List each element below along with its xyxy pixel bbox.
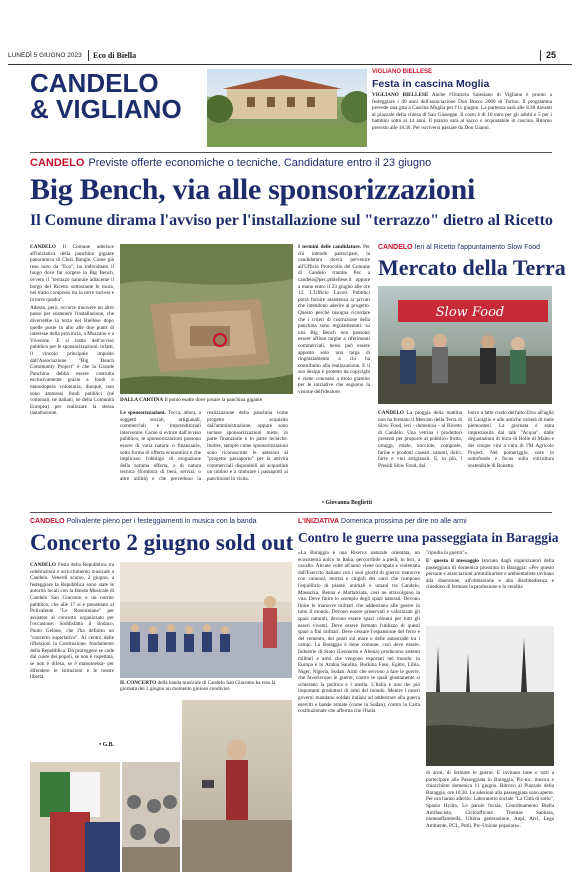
moglia-lead: VIGLIANO BIELLESE [372,92,429,98]
concerto-caption [120,680,292,693]
bench-col1 [30,244,114,512]
header-date: LUNEDÌ 5 GIUGNO 2023 [8,52,82,59]
middle-rule [30,512,552,513]
bench-col2 [120,410,288,510]
bench-kicker-text: Previste offerte economiche o tecniche. Candidature entro il 23 giugno [88,157,432,169]
map-photo [120,244,293,394]
concerto-kicker-place: CANDELO [30,518,65,525]
header-rule [8,64,572,65]
header-paper-name: Eco di Biella [93,51,137,60]
audience-illustration [122,762,180,872]
section-rule [30,152,552,153]
moglia-title: Festa in cascina Moglia [372,78,490,90]
slowfood-kicker [378,244,558,251]
bench-col3-lead: I termini delle candidature. [298,244,362,250]
bench-col2-lead: Le sponsorizzazioni. [120,410,166,416]
concerto-author: • G.B. [99,742,114,748]
slowfood-col1-lead: CANDELO [378,410,404,416]
bench-col1-lead: CANDELO [30,244,56,250]
header-divider [88,50,89,61]
concerto-col-lead: CANDELO [30,562,56,568]
map-caption [120,397,295,403]
bench-author: • Giovanna Boglietti [321,500,372,506]
cascina-illustration [207,69,367,147]
guerre-col2-lead: E' questo il messaggio [426,558,479,565]
speaker-illustration [182,700,292,872]
guerre-kicker-place: L'INIZIATIVA [298,518,340,525]
bench-kicker-place: CANDELO [30,157,85,169]
guerre-col2-text: lanciato dagli organizzatori della passeggiata di domenica prossima in Baraggia: «Per questo persone e associazioni antimilitariste e ambientaliste invitano alla diserzione, all'obbiezione e alla disobbedienza e chiedono di fermare la produzione e la vendita [426,558,554,591]
slowfood-col1 [378,410,462,506]
concerto-caption-lead: IL CONCERTO [120,680,157,686]
bench-col1-p1: Il Comune aderisce all'iniziativa della panchina gigante panoramica di Chris Bangle. Come già reso noto da "Eco", ha individuato il luogo dove far sorgere la Big Bench, ovvero il "terrazzo naturale adiacente il borgo del Ricetto sottostante le mura, nel tratto compreso tra la torre sud-est e la torre quadra". [30,244,114,303]
aerial-map-illustration [120,244,293,394]
header-divider-right [540,50,541,61]
section-title [30,70,200,122]
bench-subtitle: Il Comune dirama l'avviso per l'installazione sul "terrazzo" dietro al Ricetto [30,212,553,229]
concerto-photo-main [120,562,292,678]
page-number: 25 [546,50,557,60]
slowfood-col2: burro a latte crudo dell'alto Elvo all'aglio di Caraglio e alle antiche varietà di mele piemontesi. La giornata è stata impreziosita dal talk "Acqua", dalle degustazioni di birra di Bolle di Malto e dei cinque vini a cura di I'M Agricolo Project. Nel pomeriggio, note in sottofondo e focus sulla viticoltura sostenibile di Bonetto. [468,410,554,469]
bench-col3-text: Per chi intende partecipare, la candidatura dovrà pervenire all'Ufficio Protocollo del Comune di Candelo tramite Pec a candelo@pec.ptbiellese.it oppure a mano entro il 23 giugno alle ore 12. L'Ufficio Lavori Pubblici potrà fornire assistenza ai privati che intendono aderire al progetto. Questo perché bisogna ricordare che i criteri di costruzione della panchina sono regolamentati: su una Big Bench non possono essere affisse targhe a riferimenti commerciali, bensì può essere apposto solo una targa di ringraziamento a chi ha contribuito alla realizzazione. E il suo design è protetto da copyright e viene concesso a titolo gratuito per le iniziative che seguono la visione dell'ideatore. [298,244,370,396]
concerto-photo-audience [122,762,180,872]
slowfood-banner: Slow Food [435,305,505,320]
moglia-article [372,69,552,149]
slowfood-title: Mercato della Terra [378,255,566,280]
guerre-title: Contro le guerre una passeggiata in Baraggia [298,530,559,545]
bench-title: Big Bench, via alle sponsorizzazioni [30,173,476,206]
moglia-body [372,92,552,150]
flags-illustration [30,762,120,872]
concerto-photo-flags [30,762,120,872]
section-title-line1: CANDELO [30,68,159,98]
guerre-kicker-text: Domenica prossima per dire no alle armi [341,518,467,525]
concerto-col [30,562,114,758]
concerto-title: Concerto 2 giugno sold out [30,530,294,555]
baraggia-photo [426,626,554,766]
moglia-text: Anche l'Oratorio Salesiano di Vigliano è pronto a festeggiare i 40 anni dell'associazione Don Bosco 2000 di Torino. Il programma prevede una gita a Cascina Moglia per l'11 giugno. La partenza sarà alle 8.30 davanti al piazzale della chiesa di San Giuseppe. Il costo è di 10 euro per gli adulti e 5 per i bambini sotto ai 14 anni. Il pranzo sarà al sacco o acquistabile in cascina. Ritorno previsto alle 18.30. Per iscriversi passare da Don Gianni. [372,92,552,131]
bench-col2-text: Tocca, allora, a soggetti sociali, artigianali, commerciali e imprenditoriali intervenire. Come si evince dall'avviso pubblico, le sponsorizzazioni possono essere di varia natura: o finanziarie, sotto forma di offerta economica e che implicano l'obbligo di erogazione della somma offerta, o di natura tecnica (fornitura di beni, servizi, o altre utilità) e che prevedono la realizzazione della panchina come progetto acquisito dall'amministrazione, oppure sono incluse sponsorizzazioni miste, in parte finanziarie e in parte tecniche. Inoltre, sempre come sponsorizzazioni sono riconosciute le adesioni al "progetto passaporto" per la attività commerciali disponibili ad acquistare un timbro e a timbrare i passaporti ai panchinisti in visita. [120,410,288,482]
moglia-kicker: VIGLIANO BIELLESE [372,69,433,75]
map-caption-lead: DALLA CARTINA [120,397,164,403]
concerto-kicker [30,518,292,525]
guerre-col3: di armi, di fermare le guerre. E invitano tutte e tutti a partecipare alla Passeggiata in Baraggia, Pic-nic, musica e chiacchiere domenica 11 giugno. Ritrovo al Piazzale della Baraggia, ore 10.30. Le adesioni alla passeggiata sono aperte. Per ora hanno aderito: Laboratorio sociale "La Città di sotto", Spazio Hydro, Le parole fucsia, Coordinamento Biella Antifascista, Cicloofficina Thomas Sankara, nomeadfarebella, Ultima generazione, Anpi, Arci, Lega Ambiente, PCL, Pmli, Prc-Unione popolare». [426,770,554,829]
bench-col1-p2: Adesso, però, occorre muovere un altro passo per sostenere l'installazione, che diverrebbe la terza nel Biellese dopo quelle poste in alto alle due punti di interesse della provincia, a Muzzano e a Viverone. E si tratta dell'avviso pubblico per le sponsorizzazioni: infatti, il vincolo principale imposto dall'Associazione "Big Bench Community Project" è che la Grande Panchina debba essere costruita esclusivamente grazie a fondi o manodopera volontaria; dunque, non sono ammessi fondi pubblici (né comunali, né italiani, né della Comunità Europea) per realizzare la stessa installazione. [30,304,114,417]
concerto-col-text: Festa della Repubblica tra celebrazioni e arricchimento musicale a Candelo. Venerdì scorso, 2 giugno, a festeggiare la Repubblica sono state le autorità locali con la Banda Musicale di Candelo San Giacomo e un nutrito pubblico, che alle 17 si è presentato al Polivalente "Le Rosminiane" per assistere al concerto organizzato per l'occasione. Soddisfatto il sindaco, Paolo Gelone, che l'ha definito un "concerto superlativo". Al centro delle riflessioni la Costituzione, fondamento della Repubblica. Da proteggere se cade dal cuore dei popoli, se non è rispettata, se non è difesa, se è manomessa- per difendere le istituzioni e le nostre libertà. [30,562,114,681]
slowfood-kicker-text: Ieri al Ricetto l'appuntamento Slow Food [414,244,541,251]
landscape-illustration [426,626,554,766]
bench-col3 [298,244,370,498]
concerto-caption-text: della banda musicale di Candelo San Giacomo ha reso la giornata del 2 giugno un momento gioioso condiviso [120,680,276,693]
slowfood-photo [378,286,552,404]
slowfood-kicker-place: CANDELO [378,244,413,251]
cascina-photo [207,69,367,147]
bench-kicker [30,157,560,169]
concerto-photo-speaker [182,700,292,872]
map-caption-text: Il punto esatto dove posare la panchina gigante [164,397,263,403]
market-stall-illustration [378,286,552,404]
section-title-line2: & VIGLIANO [30,94,182,124]
guerre-kicker [298,518,554,525]
slowfood-col1-text: La pioggia della mattina non ha fermato il Mercato della Terra di Slow Food, ieri - domenica - al Ricetto di Candelo. Una vetrina i produttori presenti per proporre al pubblico frutta, ortaggi, miele, nocciole, composte, farine e prodotti caseari, salumi, dolci, birre e vini artigianali. E, in più, i Presìdi Slow Food, dal [378,410,462,469]
guerre-col2-top: "ripudia la guerra"». [426,550,469,556]
page-header [8,50,572,62]
concerto-kicker-text: Polivalente pieno per i festeggiamenti in musica con la banda [66,518,257,525]
guerre-col2 [426,550,554,622]
guerre-col1: «La Baraggia è una Riserva naturale orientata, un ecosistema unico in Italia, percorribile a piedi, in bici, a cavallo. Alcune volte all'anno viene occupata e violentata dall'Esercito italiano con i suoi giochi di guerra: manovre con cannoni, mortai e cingoli dei carri che rompono l'equilibrio di piante, animali e umani tra Candelo, Massazza, Benna e Mottalciata, così ne stravolgono la vita. Deve finire lo scempio degli spazi naturali. Devono finire le manovre militari che addestrano alle guerre in tutto il mondo. Devono essere preservati e valorizzati gli spazi naturali, devono essere spazi comuni per tutti gli esseri viventi. Deve essere fermato l'utilizzo di questi spazi a fini militari. Deve cessare l'espansione del ferro e del cemento, dei ponti sul mare e delle autostrade tra i campi. La Baraggia è bene comune, così deve essere. Industrie di Stato (Leonardo e Alenia) producono sistemi militari e armi che vengono esportati nel mondo: in Europa e in Arabia Saudita, Burkina Faso, Egitto, Libia, Niger, Nigeria, Sudan. Armi che servono a fare le guerre, che favoriscono le guerre, contro le quali giustamente si schierano la politica e i media. L'Italia è uno dei più importanti produttori di armi del mondo. Mentre i nostri governi mandano soldati italiani ad addestrare alla guerra eserciti e bande armate (come in Sudan), contro la Carta costituzionale che afferma che l'Italia [298,550,420,715]
band-illustration [120,562,292,678]
